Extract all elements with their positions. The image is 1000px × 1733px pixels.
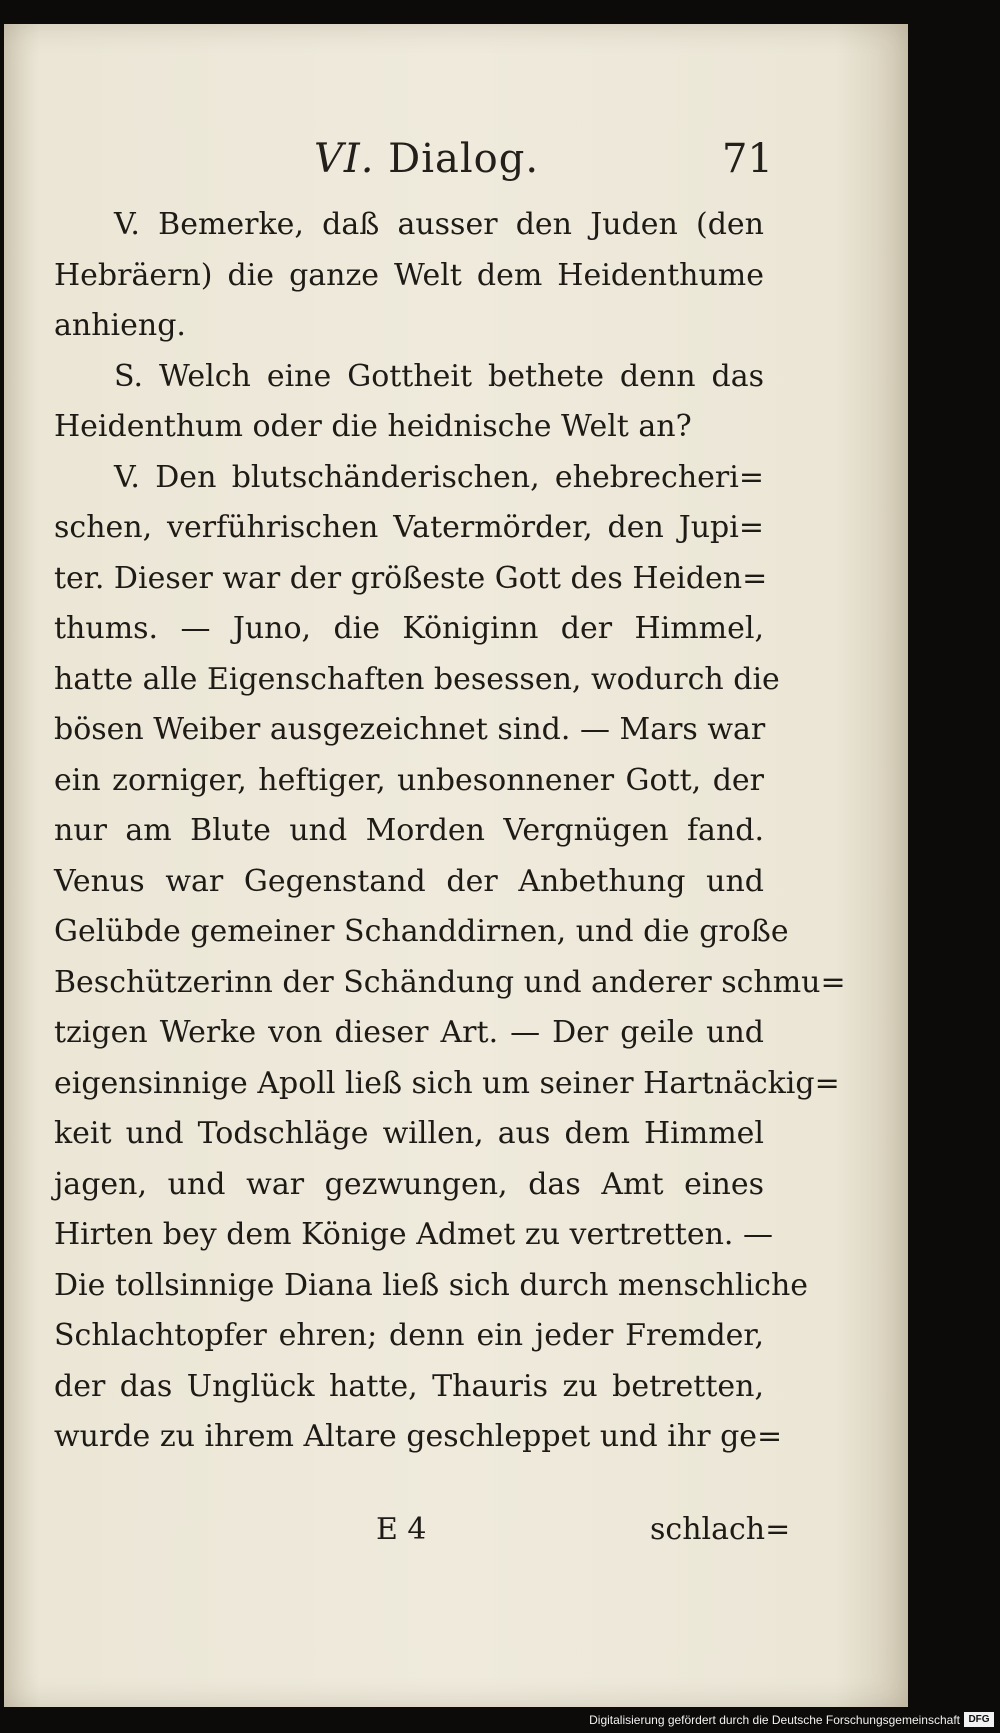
catchword: schlach= xyxy=(650,1512,791,1547)
header-roman-numeral: VI. xyxy=(314,136,375,182)
text-line: der das Unglück hatte, Thauris zu betretten, xyxy=(54,1368,764,1404)
text-line: Hebräern) die ganze Welt dem Heidenthume xyxy=(54,257,764,293)
text-line: Venus war Gegenstand der Anbethung und xyxy=(54,863,764,899)
text-line: ein zorniger, heftiger, unbesonnener Gott, der xyxy=(54,762,764,798)
text-line: V. Den blutschänderischen, ehebrecheri= xyxy=(114,459,764,495)
text-line: nur am Blute und Morden Vergnügen fand. xyxy=(54,813,764,848)
text-line: Gelübde gemeiner Schanddirnen, und die große xyxy=(54,914,789,949)
text-line: ter. Dieser war der größeste Gott des Heiden= xyxy=(54,560,768,596)
dfg-logo: DFG xyxy=(964,1712,994,1727)
text-line: tzigen Werke von dieser Art. — Der geile und xyxy=(54,1015,764,1050)
text-line: schen, verführischen Vatermörder, den Jupi= xyxy=(54,510,764,545)
text-line: Schlachtopfer ehren; denn ein jeder Fremder, xyxy=(54,1318,764,1353)
text-line: S. Welch eine Gottheit bethete denn das xyxy=(114,358,764,394)
body-text xyxy=(54,200,846,1463)
text-line: thums. — Juno, die Königinn der Himmel, xyxy=(54,611,764,646)
text-line: wurde zu ihrem Altare geschleppet und ihr ge= xyxy=(54,1419,783,1454)
text-line: eigensinnige Apoll ließ sich um seiner Hartnäckig= xyxy=(54,1065,840,1101)
text-line: Beschützerinn der Schändung und anderer schmu= xyxy=(54,964,846,1000)
text-line: keit und Todschläge willen, aus dem Himmel xyxy=(54,1116,764,1151)
book-page xyxy=(4,24,908,1707)
text-line: Heidenthum oder die heidnische Welt an? xyxy=(54,409,692,444)
page-footer xyxy=(4,1512,908,1562)
funding-credit: Digitalisierung gefördert durch die Deutsche Forschungsgemeinschaft xyxy=(589,1713,960,1727)
text-line: anhieng. xyxy=(54,308,186,343)
credit-bar xyxy=(0,1707,1000,1733)
text-line: Hirten bey dem Könige Admet zu vertretten. — xyxy=(54,1217,774,1252)
text-line: Die tollsinnige Diana ließ sich durch menschliche xyxy=(54,1267,809,1303)
header-title-text: Dialog. xyxy=(388,136,540,182)
text-line: bösen Weiber ausgezeichnet sind. — Mars war xyxy=(54,712,766,747)
text-line: jagen, und war gezwungen, das Amt eines xyxy=(54,1166,764,1202)
text-line: V. Bemerke, daß ausser den Juden (den xyxy=(114,207,764,242)
page-number: 71 xyxy=(722,136,773,182)
running-header xyxy=(4,136,908,186)
signature-mark: E 4 xyxy=(376,1512,427,1547)
text-line: hatte alle Eigenschaften besessen, wodurch die xyxy=(54,661,780,697)
header-title xyxy=(314,136,539,182)
